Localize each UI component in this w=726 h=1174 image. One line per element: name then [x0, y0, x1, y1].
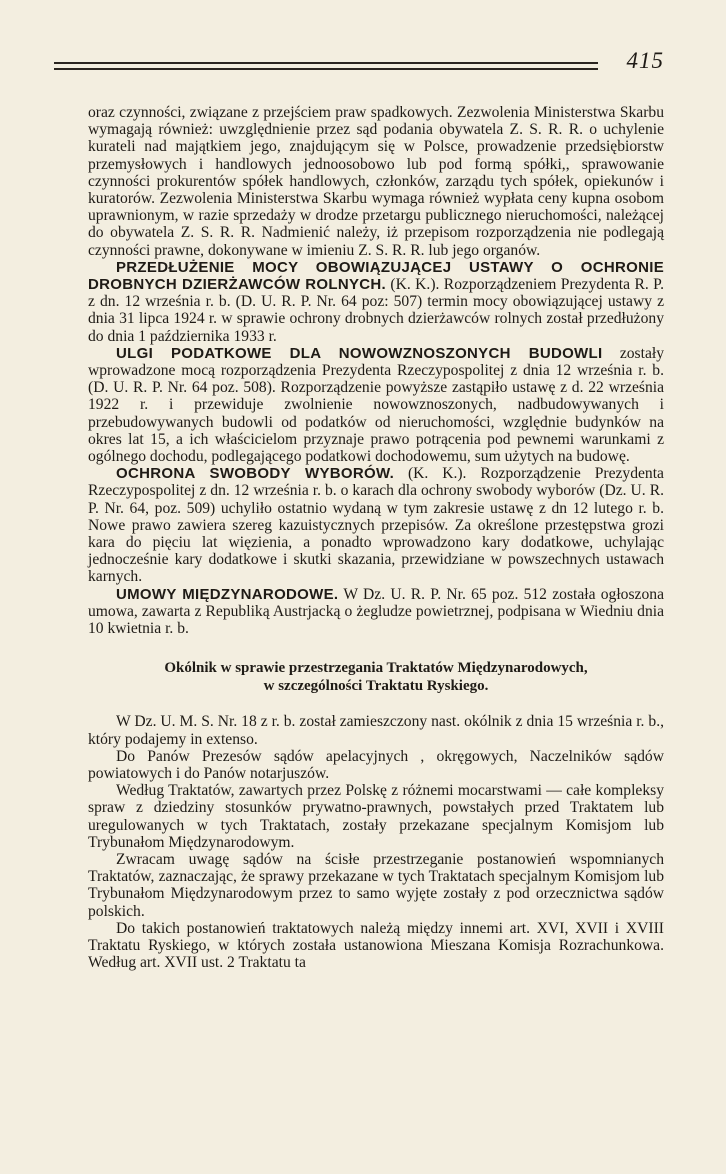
paragraph-attention: Zwracam uwagę sądów na ścisłe przestrzeganie postanowień wspomnianych Traktatów, zaznaczając, że sprawy przekazane w tych Traktatach specjalnym Komisjom lub Trybunałom Międzynarodowym przez to samo wyjęte zostały z pod orzecznictwa sądów polskich.: [88, 850, 664, 920]
page-number: 415: [626, 48, 664, 73]
header-rule-top: [54, 62, 598, 64]
paragraph-tenancy-law: [88, 259, 664, 345]
circular-title-line2: w szczególności Traktatu Ryskiego.: [263, 678, 489, 695]
header-rule-bottom: [54, 68, 598, 70]
heading-election-freedom: OCHRONA SWOBODY WYBORÓW.: [116, 465, 395, 483]
paragraph-tax-body: zostały wprowadzone mocą rozporządzenia Prezydenta Rzeczypospolitej z dnia 12 września r. b. (D. U. R. P. Nr. 64 poz. 508). Rozporządzenie powyższe zastąpiło ustawę z d. 22 września 1922 r. i przewiduje zwolnienie nowowznoszonych, nadbudowywanych i przebudowywanych budowli od podatków od nieruchomości, względnie budynków na okres lat 15, a ich właścicielom przyznaje prawo potrącenia pod pewnemi warunkami z ogólnego dochodu, podlegającego podatkowi dochodowemu, sum użytych na budowę.: [88, 344, 664, 466]
page-header: [54, 44, 672, 84]
paragraph-riga-treaty: Do takich postanowień traktatowych należą między innemi art. XVI, XVII i XVIII Traktatu Ryskiego, w których została ustanowiona Mieszana Komisja Rozrachunkowa. Według art. XVII ust. 2 Traktatu ta: [88, 919, 664, 972]
heading-intl-agreements: UMOWY MIĘDZYNARODOWE.: [116, 585, 339, 603]
page-body: [88, 104, 664, 971]
heading-tenancy-law: PRZEDŁUŻENIE MOCY OBOWIĄZUJĄCEJ USTAWY O OCHRONIE DROBNYCH DZIERŻAWCÓW ROLNYCH.: [88, 258, 664, 294]
paragraph-tenancy-body: (K. K.). Rozporządzeniem Prezydenta R. P. z dn. 12 września r. b. (D. U. R. P. Nr. 64 poz: 507) termin mocy obowiązującej ustawy z dnia 31 lipca 1924 r. w sprawie ochrony drobnych dzierżawców rolnych został przedłużony do dnia 1 października 1933 r.: [88, 276, 664, 345]
paragraph-intl-agreements: [88, 586, 664, 638]
paragraph-addressees: Do Panów Prezesów sądów apelacyjnych , okręgowych, Naczelników sądów powiatowych i do Panów notarjuszów.: [88, 747, 664, 782]
paragraph-intl-body: W Dz. U. R. P. Nr. 65 poz. 512 została ogłoszona umowa, zawarta z Republiką Austrjacką o żegludze powietrznej, podpisana w Wiedniu dnia 10 kwietnia r. b.: [88, 585, 664, 638]
paragraph-inheritance: oraz czynności, związane z przejściem praw spadkowych. Zezwolenia Ministerstwa Skarbu wymagają również: uwzględnienie przez sąd podania obywatela Z. S. R. R. o uchylenie kurateli nad majątkiem jego, znajdującym się w Polsce, prowadzenie przedsiębiorstw przemysłowych i handlowych jednoosobowo lub pod formą spółki,, sprawowanie czynności prokurentów spółek handlowych, członków, zarządu tych spółek, opiekunów i kuratorów. Zezwolenia Ministerstwa Skarbu wymaga również wypłata ceny kupna osobom uprawnionym, w razie sprzedaży w drodze przetargu publicznego nieruchomości, należącej do obywatela Z. S. R. R. Nadmienić należy, iż przepisom rozporządzenia nie podlegają czynności prawne, dokonywane w imieniu Z. S. R. R. lub jego organów.: [88, 104, 664, 259]
paragraph-treaties: Według Traktatów, zawartych przez Polskę z różnemi mocarstwami — całe kompleksy spraw z dziedziny stosunków prywatno-prawnych, powstałych przed Traktatem lub uregulowanych w tych Traktatach, zostały przekazane specjalnym Komisjom lub Trybunałom Międzynarodowym.: [88, 782, 664, 851]
paragraph-tax-relief: [88, 345, 664, 465]
paragraph-election-freedom: [88, 465, 664, 585]
heading-tax-relief: ULGI PODATKOWE DLA NOWOWZNOSZONYCH BUDOWLI: [116, 344, 603, 362]
circular-title: [88, 659, 664, 695]
paragraph-election-body: (K. K.). Rozporządzenie Prezydenta Rzeczypospolitej z dn. 12 września r. b. o karach dla ochrony swobody wyborów (Dz. U. R. P. Nr. 64, poz. 509) uchyliło ostatnio wydaną w tym zakresie ustawę z dn 12 lutego r. b. Nowe prawo zawiera szereg kazuistycznych przepisów. Za określone przestępstwa grozi kara do pięciu lat więzienia, a ponadto wprowadzono kary dodatkowe, uchylając jednocześnie kary dodatkowe i skutki skazania, przewidziane w powszechnych ustawach karnych.: [88, 465, 664, 586]
paragraph-circular-intro: W Dz. U. M. S. Nr. 18 z r. b. został zamieszczony nast. okólnik z dnia 15 września r. b., który podajemy in extenso.: [88, 713, 664, 748]
circular-title-line1: Okólnik w sprawie przestrzegania Traktatów Międzynarodowych,: [164, 660, 588, 677]
